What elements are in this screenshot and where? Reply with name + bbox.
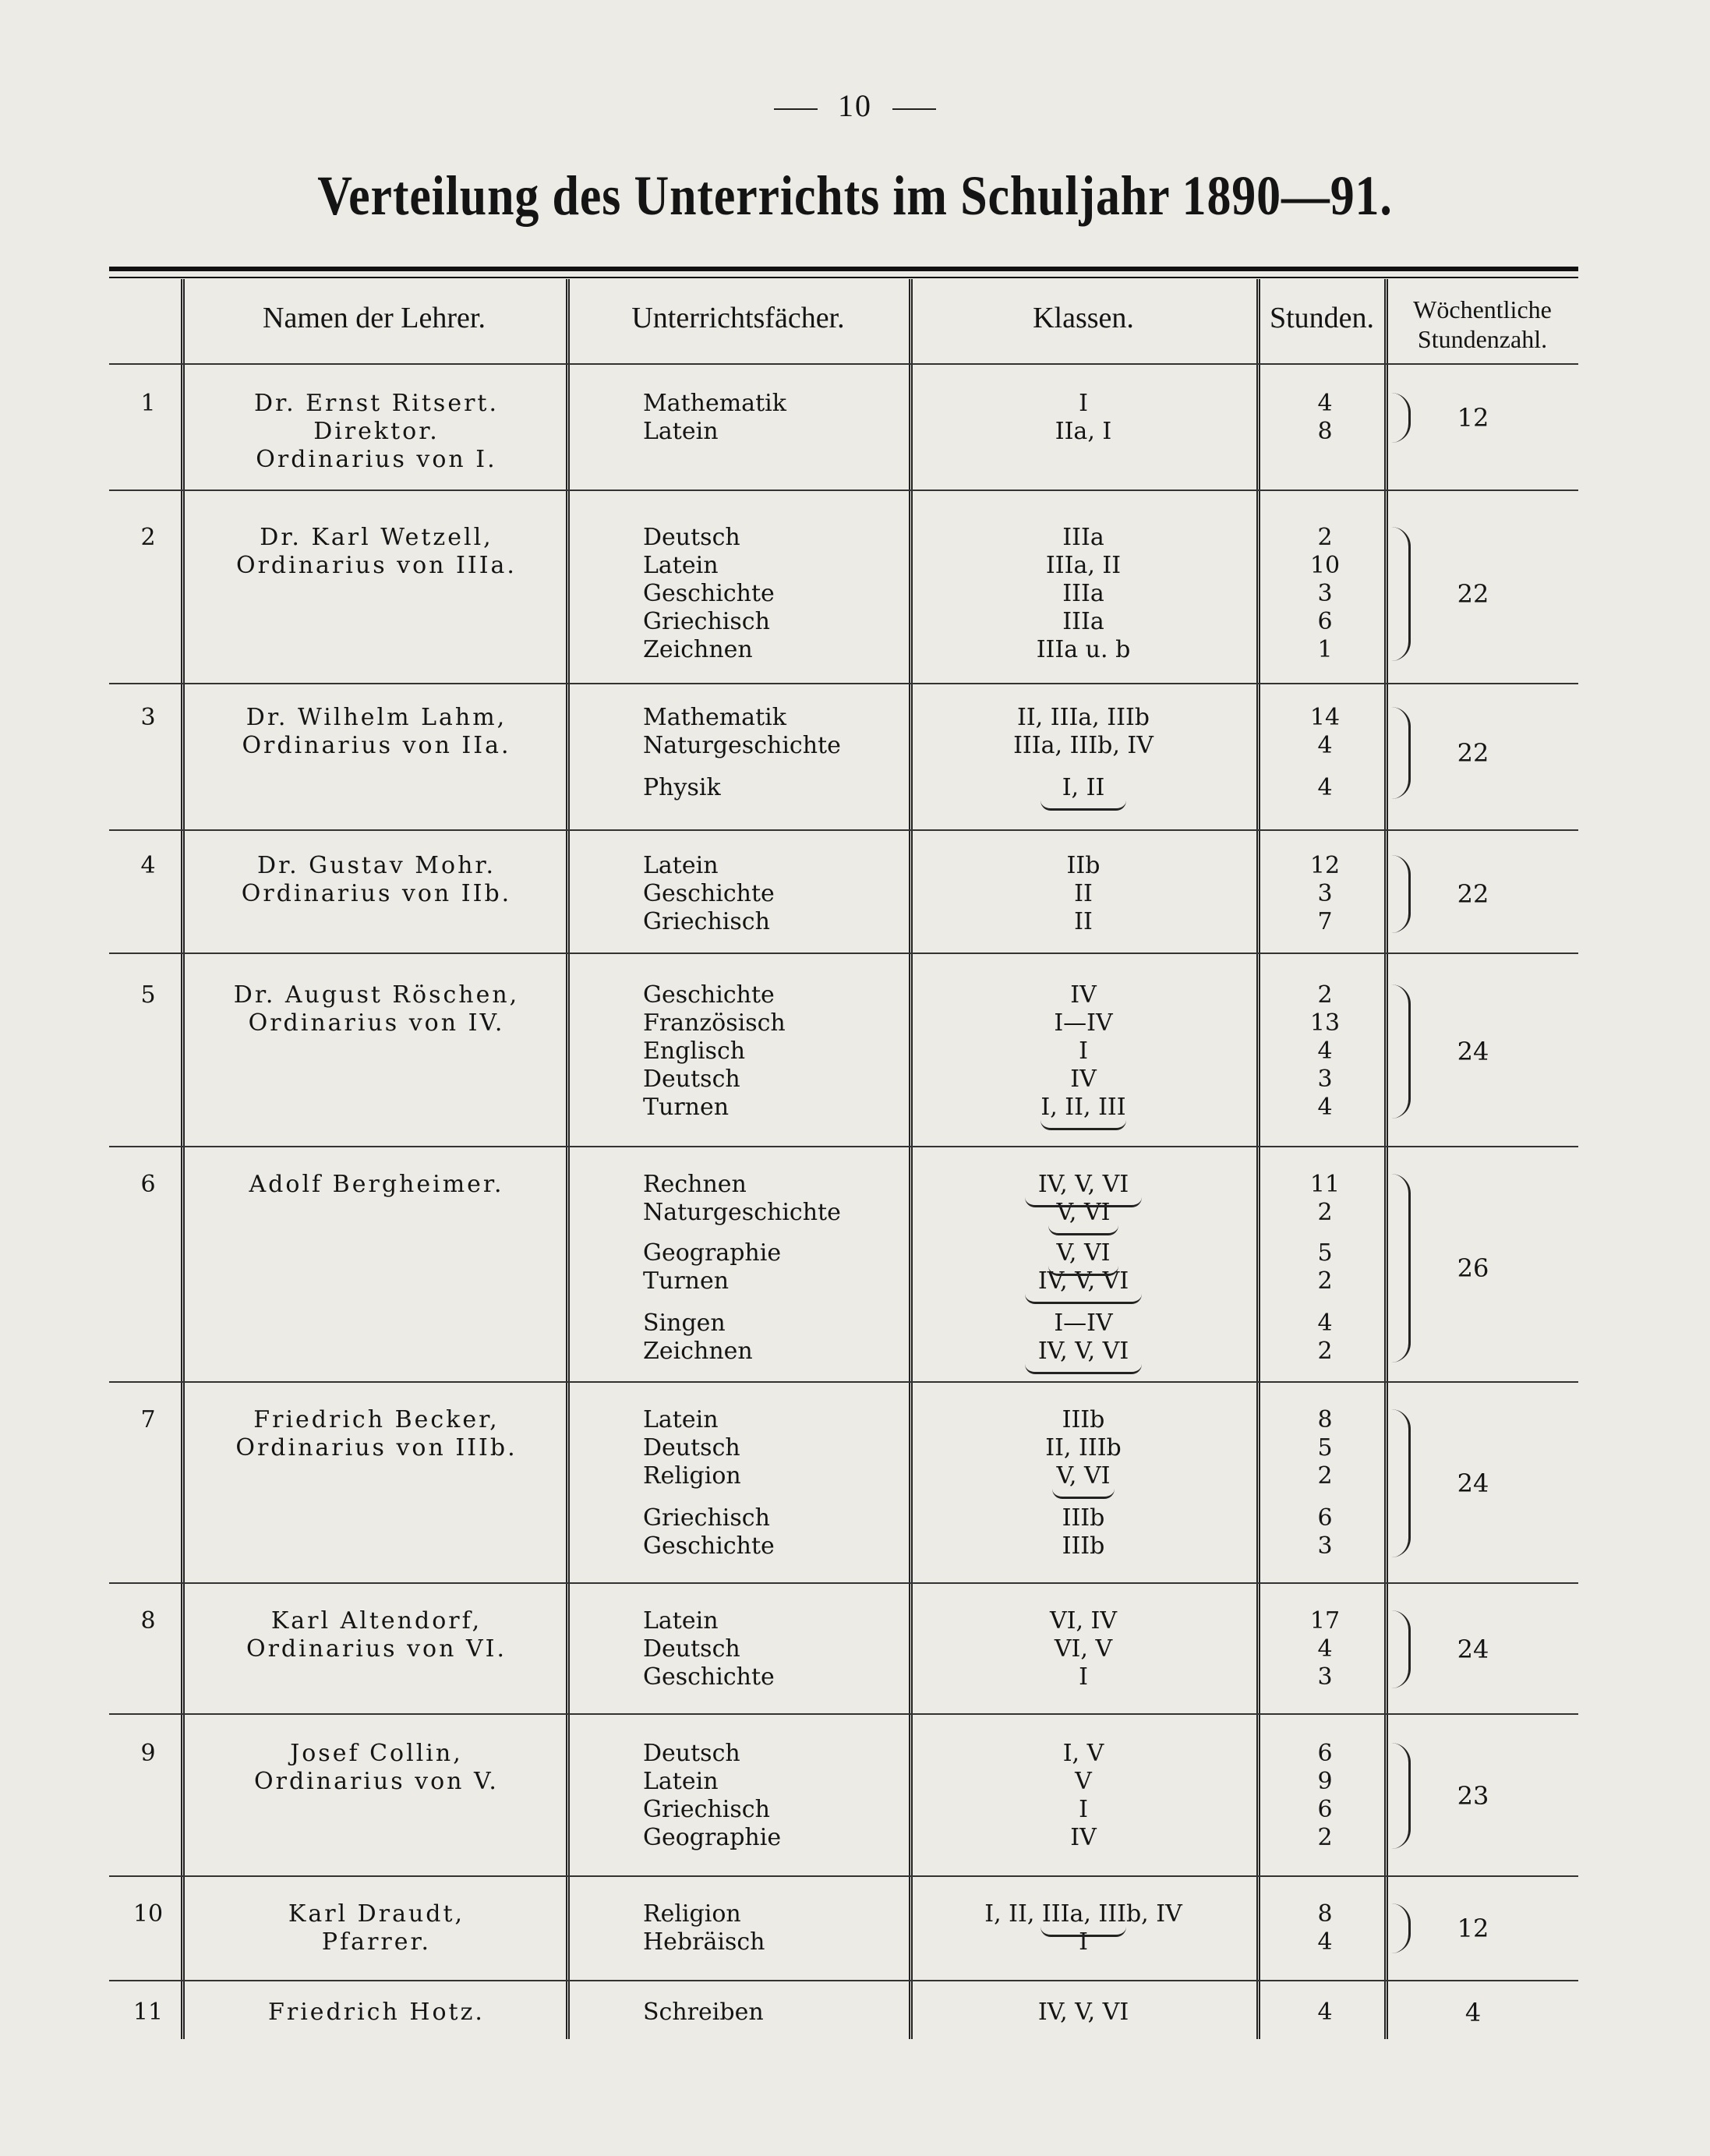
hours: 6 (1317, 1796, 1333, 1823)
teacher-name-line: Dr. Wilhelm Lahm, (246, 704, 507, 731)
row-number: 5 (140, 981, 156, 1009)
teacher-name-line: Ordinarius von IIIb. (235, 1434, 518, 1461)
class-underbrace (1048, 1266, 1118, 1276)
class-list: IIIa (1062, 580, 1104, 607)
weekly-total: 23 (1457, 1781, 1489, 1811)
class-list: I, V (1062, 1740, 1104, 1767)
subject: Zeichnen (643, 1338, 753, 1365)
subject: Rechnen (643, 1171, 747, 1198)
weekly-total: 12 (1457, 403, 1489, 433)
teacher-name-line: Pfarrer. (321, 1928, 432, 1956)
hours-brace (1391, 1409, 1411, 1557)
top-rule-thin (109, 277, 1578, 278)
header-rule (109, 363, 1578, 365)
teacher-name-line: Direktor. (313, 418, 440, 445)
teacher-name-line: Dr. Karl Wetzell, (260, 524, 493, 551)
teacher-name-line: Ordinarius von IIb. (241, 880, 512, 907)
header-hours: Stunden. (1269, 302, 1375, 334)
hours: 4 (1317, 1310, 1333, 1337)
row-number: 3 (140, 704, 156, 731)
subject: Geographie (643, 1824, 782, 1851)
hours: 1 (1317, 636, 1333, 663)
class-underbrace (1040, 1927, 1126, 1937)
subject: Latein (643, 418, 719, 445)
class-underbrace (1025, 1197, 1142, 1207)
class-list: I, II, III (1040, 1094, 1126, 1121)
class-underbrace (1040, 801, 1126, 811)
header-weekly (1389, 295, 1576, 354)
hours: 4 (1317, 390, 1333, 417)
class-list: V (1075, 1768, 1092, 1795)
subject: Geschichte (643, 880, 775, 907)
subject: Latein (643, 852, 719, 879)
class-list: II, IIIb (1045, 1434, 1122, 1461)
subject: Naturgeschichte (643, 732, 841, 759)
row-number: 7 (140, 1406, 156, 1433)
hours: 3 (1317, 1532, 1333, 1560)
class-list: I (1079, 1928, 1088, 1956)
teacher-name-line: Ordinarius von IIIa. (236, 552, 517, 579)
hours-brace (1391, 1903, 1411, 1953)
top-rule (109, 267, 1578, 271)
subject: Schreiben (643, 1999, 764, 2026)
hours: 8 (1317, 1900, 1333, 1928)
row-separator (109, 490, 1578, 491)
hours: 4 (1317, 1635, 1333, 1663)
header-weekly-line1: Wöchentliche (1413, 295, 1552, 323)
hours: 2 (1317, 1462, 1333, 1490)
subject: Latein (643, 1406, 719, 1433)
subject: Deutsch (643, 1635, 740, 1663)
hours: 6 (1317, 1504, 1333, 1532)
class-underbrace (1048, 1225, 1118, 1235)
class-list: I—IV (1054, 1310, 1113, 1337)
subject: Französisch (643, 1009, 786, 1037)
header-classes: Klassen. (1033, 302, 1134, 334)
subject: Latein (643, 552, 719, 579)
class-underbrace (1025, 1294, 1142, 1304)
class-list: IV, V, VI (1037, 1999, 1129, 2026)
hours: 12 (1309, 852, 1341, 879)
class-list: IIIa (1062, 608, 1104, 635)
hours: 4 (1317, 1037, 1333, 1065)
class-underbrace (1025, 1364, 1142, 1374)
subject: Deutsch (643, 524, 740, 551)
teacher-name-line: Adolf Bergheimer. (249, 1171, 504, 1198)
weekly-total: 24 (1457, 1635, 1489, 1664)
class-list: V, VI (1056, 1462, 1111, 1490)
class-list: IV, V, VI (1037, 1267, 1129, 1295)
class-list: V, VI (1056, 1239, 1111, 1267)
subject: Geschichte (643, 1663, 775, 1691)
row-number: 10 (132, 1900, 164, 1928)
hours-brace (1391, 527, 1411, 661)
class-list: I, II (1062, 774, 1105, 801)
row-separator (109, 683, 1578, 684)
teacher-name-line: Friedrich Becker, (253, 1406, 500, 1433)
row-separator (109, 1713, 1578, 1715)
hours: 8 (1317, 418, 1333, 445)
hours-brace (1391, 855, 1411, 933)
class-underbrace (1040, 1120, 1126, 1130)
header-weekly-line2: Stundenzahl. (1417, 325, 1548, 353)
class-list: IIb (1066, 852, 1101, 879)
teacher-name-line: Ordinarius von V. (254, 1768, 499, 1795)
row-separator (109, 1146, 1578, 1147)
subject: Geographie (643, 1239, 782, 1267)
class-list: IIIa, IIIb, IV (1013, 732, 1154, 759)
hours: 6 (1317, 1740, 1333, 1767)
hours: 13 (1309, 1009, 1341, 1037)
subject: Mathematik (643, 704, 786, 731)
page-number: 10 (0, 87, 1710, 124)
hours: 4 (1317, 1999, 1333, 2026)
teacher-name-line: Ordinarius von VI. (246, 1635, 507, 1663)
hours: 17 (1309, 1607, 1341, 1635)
subject: Turnen (643, 1094, 730, 1121)
teacher-name-line: Dr. Ernst Ritsert. (253, 390, 500, 417)
hours: 9 (1317, 1768, 1333, 1795)
weekly-total: 26 (1457, 1253, 1489, 1283)
class-list: IV, V, VI (1037, 1338, 1129, 1365)
class-list: IIIb (1062, 1406, 1105, 1433)
class-list: IIIa (1062, 524, 1104, 551)
hours: 4 (1317, 1094, 1333, 1121)
subject: Religion (643, 1900, 741, 1928)
hours: 3 (1317, 1663, 1333, 1691)
subject: Griechisch (643, 1504, 770, 1532)
row-number: 6 (140, 1171, 156, 1198)
row-separator (109, 1980, 1578, 1981)
subject: Mathematik (643, 390, 786, 417)
class-list: IV (1070, 1824, 1097, 1851)
weekly-total: 24 (1457, 1037, 1489, 1066)
subject: Turnen (643, 1267, 730, 1295)
teacher-name-line: Dr. August Röschen, (233, 981, 520, 1009)
hours: 4 (1317, 1928, 1333, 1956)
subject: Geschichte (643, 1532, 775, 1560)
row-number: 4 (140, 852, 156, 879)
class-list: I (1079, 1037, 1088, 1065)
teacher-name-line: Friedrich Hotz. (268, 1999, 485, 2026)
hours-brace (1391, 1610, 1411, 1688)
class-list: I (1079, 1663, 1088, 1691)
subject: Geschichte (643, 981, 775, 1009)
hours: 14 (1309, 704, 1341, 731)
row-number: 1 (140, 390, 156, 417)
row-separator (109, 953, 1578, 954)
teacher-name-line: Ordinarius von IV. (248, 1009, 505, 1037)
class-list: IIIb (1062, 1532, 1105, 1560)
hours: 4 (1317, 732, 1333, 759)
row-separator (109, 829, 1578, 831)
hours-brace (1391, 1743, 1411, 1849)
col-line-subjects (909, 279, 913, 2039)
class-list: II, IIIa, IIIb (1016, 704, 1150, 731)
row-separator (109, 1582, 1578, 1584)
hours: 7 (1317, 908, 1333, 935)
weekly-total: 24 (1457, 1469, 1489, 1498)
class-list: IIIa, II (1045, 552, 1122, 579)
subject: Naturgeschichte (643, 1199, 841, 1226)
weekly-total: 12 (1457, 1914, 1489, 1943)
class-list: IV (1070, 981, 1097, 1009)
subject: Zeichnen (643, 636, 753, 663)
subject: Singen (643, 1310, 726, 1337)
subject: Englisch (643, 1037, 746, 1065)
hours: 10 (1309, 552, 1341, 579)
class-list: VI, IV (1049, 1607, 1118, 1635)
subject: Latein (643, 1768, 719, 1795)
teacher-name-line: Ordinarius von IIa. (242, 732, 511, 759)
row-number: 2 (140, 524, 156, 551)
row-number: 8 (140, 1607, 156, 1635)
class-list: I (1079, 1796, 1088, 1823)
class-list: V, VI (1056, 1199, 1111, 1226)
page-title: Verteilung des Unterrichts im Schuljahr 1890—91. (317, 164, 1393, 227)
header-name: Namen der Lehrer. (263, 302, 486, 334)
subject: Latein (643, 1607, 719, 1635)
class-list: I—IV (1054, 1009, 1113, 1037)
class-list: IIIb (1062, 1504, 1105, 1532)
hours: 2 (1317, 1267, 1333, 1295)
hours: 5 (1317, 1239, 1333, 1267)
hours-brace (1391, 393, 1411, 443)
hours: 2 (1317, 524, 1333, 551)
class-list: IIIa u. b (1036, 636, 1131, 663)
class-list: I (1079, 390, 1088, 417)
class-list: I, II, IIIa, IIIb, IV (984, 1900, 1182, 1928)
subject: Griechisch (643, 1796, 770, 1823)
teacher-name-line: Ordinarius von I. (256, 446, 497, 473)
subject: Deutsch (643, 1066, 740, 1093)
subject: Deutsch (643, 1434, 740, 1461)
col-line-classes (1256, 279, 1260, 2039)
subject: Griechisch (643, 908, 770, 935)
hours: 3 (1317, 880, 1333, 907)
class-list: IV, V, VI (1037, 1171, 1129, 1198)
row-separator (109, 1875, 1578, 1877)
teacher-name-line: Josef Collin, (290, 1740, 463, 1767)
row-number: 11 (132, 1999, 164, 2026)
subject: Griechisch (643, 608, 770, 635)
subject: Hebräisch (643, 1928, 765, 1956)
hours-brace (1391, 1174, 1411, 1363)
hours: 4 (1317, 774, 1333, 801)
hours: 3 (1317, 1066, 1333, 1093)
teacher-name-line: Karl Draudt, (288, 1900, 465, 1928)
hours: 8 (1317, 1406, 1333, 1433)
teacher-name-line: Karl Altendorf, (270, 1607, 482, 1635)
hours: 6 (1317, 608, 1333, 635)
subject: Physik (643, 774, 721, 801)
subject: Religion (643, 1462, 741, 1490)
row-separator (109, 1381, 1578, 1383)
hours-brace (1391, 707, 1411, 799)
hours: 5 (1317, 1434, 1333, 1461)
row-number: 9 (140, 1740, 156, 1767)
class-list: IV (1070, 1066, 1097, 1093)
weekly-total: 22 (1457, 879, 1489, 909)
class-list: IIa, I (1055, 418, 1112, 445)
hours-brace (1391, 984, 1411, 1119)
header-subjects: Unterrichtsfächer. (631, 302, 845, 334)
weekly-total: 22 (1457, 579, 1489, 609)
hours: 2 (1317, 1338, 1333, 1365)
hours: 3 (1317, 580, 1333, 607)
class-underbrace (1052, 1489, 1115, 1499)
hours: 2 (1317, 981, 1333, 1009)
weekly-total: 22 (1457, 738, 1489, 768)
weekly-total: 4 (1464, 1998, 1482, 2027)
class-list: VI, V (1054, 1635, 1113, 1663)
subject: Geschichte (643, 580, 775, 607)
hours: 2 (1317, 1824, 1333, 1851)
teacher-name-line: Dr. Gustav Mohr. (257, 852, 496, 879)
hours: 2 (1317, 1199, 1333, 1226)
subject: Deutsch (643, 1740, 740, 1767)
class-list: II (1074, 880, 1093, 907)
hours: 11 (1309, 1171, 1341, 1198)
class-list: II (1074, 908, 1093, 935)
